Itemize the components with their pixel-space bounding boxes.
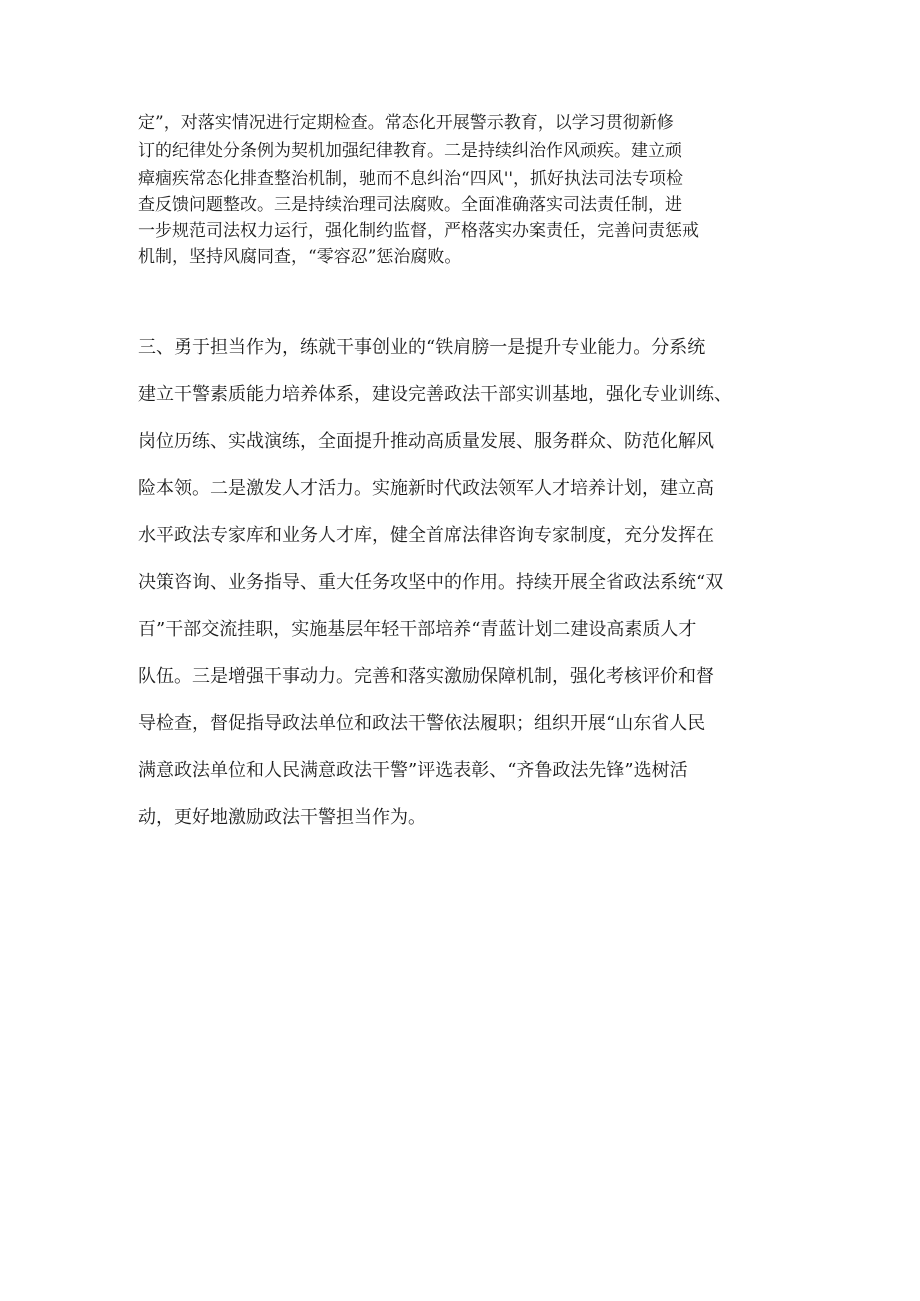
- text-line: 机制，坚持风腐同查，“零容忍”惩治腐败。: [138, 247, 462, 267]
- text-line: 查反馈问题整改。三是持续治理司法腐败。全面准确落实司法责任制，进: [138, 195, 682, 215]
- text-line: 订的纪律处分条例为契机加强纪律教育。二是持续纠治作风顽疾。建立顽: [138, 141, 682, 161]
- text-line: 满意政法单位和人民满意政法干警”评选表彰、“齐鲁政法先锋”选树活: [138, 760, 688, 781]
- text-line: 动，更好地激励政法干警担当作为。: [138, 807, 426, 828]
- text-line: 建立干警素质能力培养体系，建设完善政法干部实训基地，强化专业训练、: [138, 384, 732, 405]
- text-line: 决策咨询、业务指导、重大任务攻坚中的作用。持续开展全省政法系统“双: [138, 572, 724, 593]
- text-line: 险本领。二是激发人才活力。实施新时代政法领军人才培养计划，建立高: [138, 478, 714, 499]
- text-line: 百”干部交流挂职，实施基层年轻干部培养“青蓝计划二建设高素质人才: [138, 619, 697, 640]
- text-line: 定”，对落实情况进行定期检查。常态化开展警示教育，以学习贯彻新修: [138, 113, 674, 133]
- text-line: 水平政法专家库和业务人才库，健全首席法律咨询专家制度，充分发挥在: [138, 525, 714, 546]
- text-line: 队伍。三是增强干事动力。完善和落实激励保障机制，强化考核评价和督: [138, 666, 714, 687]
- text-line: 导检查，督促指导政法单位和政法干警依法履职；组织开展“山东省人民: [138, 713, 706, 734]
- text-line: 岗位历练、实战演练，全面提升推动高质量发展、服务群众、防范化解风: [138, 431, 714, 452]
- text-line: 一步规范司法权力运行，强化制约监督，严格落实办案责任，完善问责惩戒: [138, 221, 699, 241]
- section-heading-line: 三、勇于担当作为，练就干事创业的“铁肩膀一是提升专业能力。分系统: [138, 337, 706, 358]
- text-line: 瘴痼疾常态化排查整治机制，驰而不息纠治“四风''，抓好执法司法专项检: [138, 169, 684, 189]
